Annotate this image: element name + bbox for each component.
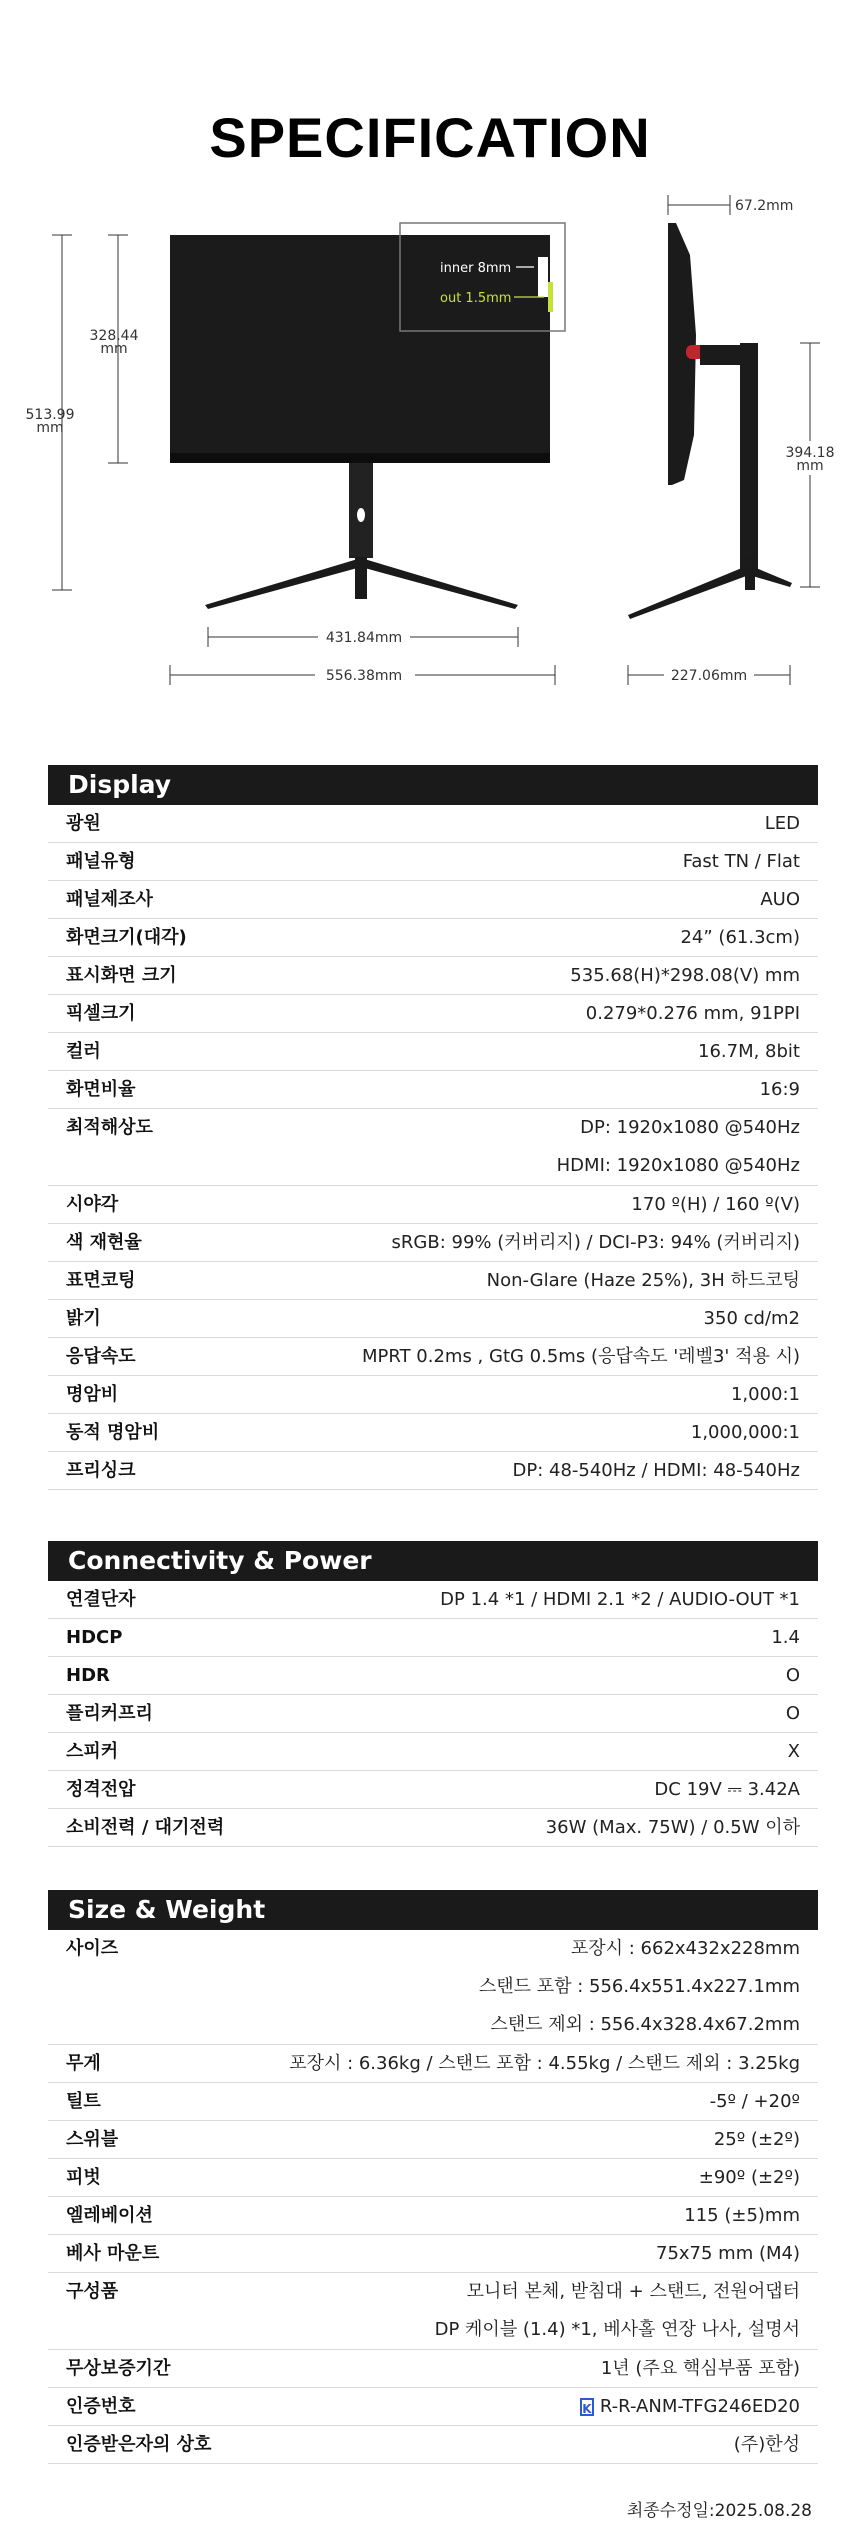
spec-value-line: (주)한성 bbox=[733, 2433, 800, 2455]
spec-value-line: 36W (Max. 75W) / 0.5W 이하 bbox=[545, 1816, 800, 1838]
spec-value bbox=[680, 919, 818, 957]
spec-value bbox=[786, 1695, 818, 1733]
spec-row bbox=[48, 1186, 818, 1224]
spec-value bbox=[487, 1262, 818, 1300]
spec-label: 사이즈 bbox=[66, 1938, 119, 1959]
size-weight-spec-table bbox=[48, 1930, 818, 2464]
spec-row bbox=[48, 1452, 818, 1490]
spec-value-text: R-R-ANM-TFG246ED20 bbox=[599, 2395, 800, 2417]
section-header-connectivity: Connectivity & Power bbox=[48, 1541, 818, 1581]
spec-label: 응답속도 bbox=[66, 1345, 136, 1367]
spec-value-line: LED bbox=[764, 812, 800, 834]
spec-label: 스피커 bbox=[66, 1740, 119, 1762]
spec-value-line: 포장시 : 662x432x228mm bbox=[570, 1938, 800, 1959]
outer-bezel-bar bbox=[548, 282, 553, 312]
spec-label: 구성품 bbox=[66, 2281, 119, 2302]
spec-row bbox=[48, 1300, 818, 1338]
display-spec-table bbox=[48, 805, 818, 1490]
spec-value-line: 350 cd/m2 bbox=[703, 1307, 800, 1329]
spec-label: 패널제조사 bbox=[66, 888, 153, 910]
spec-label: 틸트 bbox=[66, 2090, 101, 2112]
spec-value bbox=[392, 1224, 818, 1262]
spec-label: 프리싱크 bbox=[66, 1459, 136, 1481]
spec-label: 플리커프리 bbox=[66, 1702, 153, 1724]
spec-label: 표시화면 크기 bbox=[66, 964, 177, 986]
spec-value-line: 스탠드 제외 : 556.4x328.4x67.2mm bbox=[490, 2014, 800, 2035]
spec-value-line: 535.68(H)*298.08(V) mm bbox=[570, 964, 800, 986]
spec-value-line: 1년 (주요 핵심부품 포함) bbox=[600, 2357, 800, 2379]
spec-value-line: 포장시 : 6.36kg / 스탠드 포함 : 4.55kg / 스탠드 제외 : 3.25kg bbox=[289, 2052, 800, 2074]
spec-label: 동적 명암비 bbox=[66, 1421, 160, 1443]
spec-value-line: 16:9 bbox=[759, 1078, 800, 1100]
spec-value bbox=[684, 2197, 818, 2235]
spec-value bbox=[580, 2388, 818, 2426]
spec-row bbox=[48, 2350, 818, 2388]
spec-row bbox=[48, 1224, 818, 1262]
spec-value bbox=[570, 957, 818, 995]
spec-label: HDR bbox=[66, 1664, 110, 1686]
spec-value-line: 170 º(H) / 160 º(V) bbox=[631, 1193, 800, 1215]
spec-row bbox=[48, 805, 818, 843]
outer-bezel-label: out 1.5mm bbox=[440, 291, 512, 306]
spec-value-line: DC 19V ⎓ 3.42A bbox=[654, 1778, 800, 1800]
spec-row bbox=[48, 1262, 818, 1300]
spec-value-line: DP: 1920x1080 @540Hz bbox=[580, 1117, 800, 1138]
spec-value bbox=[440, 1581, 818, 1619]
spec-label: 픽셀크기 bbox=[66, 1002, 136, 1024]
spec-row bbox=[48, 995, 818, 1033]
spec-label: 최적해상도 bbox=[66, 1117, 153, 1138]
spec-row bbox=[48, 1033, 818, 1071]
spec-row bbox=[48, 2273, 818, 2350]
spec-value bbox=[691, 1414, 818, 1452]
spec-row bbox=[48, 2388, 818, 2426]
spec-value-line: DP 케이블 (1.4) *1, 베사홀 연장 나사, 설명서 bbox=[434, 2319, 800, 2340]
spec-label: 화면비율 bbox=[66, 1078, 136, 1100]
section-header-size-weight: Size & Weight bbox=[48, 1890, 818, 1930]
spec-value-line: -5º / +20º bbox=[709, 2090, 800, 2112]
spec-label: 표면코팅 bbox=[66, 1269, 136, 1291]
spec-value bbox=[435, 2273, 818, 2349]
spec-label: 엘레베이션 bbox=[66, 2204, 153, 2226]
inner-bezel-label: inner 8mm bbox=[440, 261, 512, 276]
spec-value-line: sRGB: 99% (커버리지) / DCI-P3: 94% (커버리지) bbox=[391, 1231, 800, 1253]
spec-row bbox=[48, 1581, 818, 1619]
dimension-diagram bbox=[0, 195, 860, 695]
spec-value-line: O bbox=[785, 1702, 800, 1724]
spec-value bbox=[760, 1071, 818, 1109]
spec-row bbox=[48, 2235, 818, 2273]
spec-row bbox=[48, 957, 818, 995]
spec-value bbox=[586, 995, 818, 1033]
spec-label: 색 재현율 bbox=[66, 1231, 142, 1253]
spec-value-line: HDMI: 1920x1080 @540Hz bbox=[556, 1155, 800, 1176]
spec-row bbox=[48, 1809, 818, 1847]
spec-row bbox=[48, 1771, 818, 1809]
inner-bezel-bar bbox=[538, 257, 548, 297]
monitor-side-stand-neck bbox=[740, 343, 758, 573]
spec-label: 스위블 bbox=[66, 2128, 119, 2150]
spec-label: 무게 bbox=[66, 2052, 101, 2074]
spec-value bbox=[654, 1771, 818, 1809]
spec-value-line: 16.7M, 8bit bbox=[698, 1040, 800, 1062]
spec-row bbox=[48, 1619, 818, 1657]
spec-label: 광원 bbox=[66, 812, 101, 834]
spec-label: 패널유형 bbox=[66, 850, 136, 872]
spec-value-line: 1,000,000:1 bbox=[690, 1421, 800, 1443]
kc-mark-icon: K bbox=[580, 2398, 594, 2416]
spec-row bbox=[48, 1376, 818, 1414]
spec-value-line: MPRT 0.2ms , GtG 0.5ms (응답속도 '레벨3' 적용 시) bbox=[362, 1345, 800, 1367]
spec-row bbox=[48, 1733, 818, 1771]
connectivity-spec-table bbox=[48, 1581, 818, 1847]
spec-row bbox=[48, 2083, 818, 2121]
spec-row bbox=[48, 1657, 818, 1695]
spec-value bbox=[698, 1033, 818, 1071]
spec-label: 정격전압 bbox=[66, 1778, 136, 1800]
spec-value-line: DP 1.4 *1 / HDMI 2.1 *2 / AUDIO-OUT *1 bbox=[440, 1588, 800, 1610]
spec-value-line: Non-Glare (Haze 25%), 3H 하드코팅 bbox=[486, 1269, 800, 1291]
spec-label: 피벗 bbox=[66, 2166, 101, 2188]
spec-label: 컬러 bbox=[66, 1040, 101, 1062]
spec-label: 밝기 bbox=[66, 1307, 101, 1329]
spec-row bbox=[48, 1414, 818, 1452]
spec-value bbox=[765, 805, 818, 843]
side-height-unit: mm bbox=[796, 458, 824, 474]
spec-value bbox=[699, 2159, 818, 2197]
base-depth-label: 227.06mm bbox=[670, 668, 748, 684]
spec-value bbox=[683, 843, 818, 881]
spec-value bbox=[788, 1733, 818, 1771]
spec-value-line: 1,000:1 bbox=[730, 1383, 800, 1405]
spec-value-line: DP: 48-540Hz / HDMI: 48-540Hz bbox=[512, 1459, 800, 1481]
spec-row bbox=[48, 2197, 818, 2235]
spec-value-line: O bbox=[785, 1664, 800, 1686]
spec-label: 시야각 bbox=[66, 1193, 119, 1215]
spec-value bbox=[760, 881, 818, 919]
spec-label: 인증받은자의 상호 bbox=[66, 2433, 212, 2455]
spec-row bbox=[48, 1930, 818, 2045]
spec-value bbox=[631, 1186, 818, 1224]
spec-row bbox=[48, 1695, 818, 1733]
spec-label: 소비전력 / 대기전력 bbox=[66, 1816, 225, 1838]
spec-value bbox=[601, 2350, 818, 2388]
total-height-value: 513.99 bbox=[25, 407, 75, 423]
total-width-label: 556.38mm bbox=[325, 668, 403, 684]
spec-value bbox=[704, 1300, 818, 1338]
spec-value bbox=[734, 2426, 818, 2464]
spec-label: 화면크기(대각) bbox=[66, 926, 187, 948]
spec-value bbox=[710, 2083, 818, 2121]
spec-label: HDCP bbox=[66, 1626, 123, 1648]
spec-label: 무상보증기간 bbox=[66, 2357, 171, 2379]
spec-row bbox=[48, 1109, 818, 1186]
spec-value bbox=[512, 1452, 818, 1490]
spec-label: 명암비 bbox=[66, 1383, 119, 1405]
side-height-value: 394.18 bbox=[785, 445, 835, 461]
screen-height-unit: mm bbox=[100, 341, 128, 357]
spec-value-line bbox=[580, 2388, 800, 2426]
section-header-display: Display bbox=[48, 765, 818, 805]
spec-value bbox=[656, 2235, 818, 2273]
side-depth-label: 67.2mm bbox=[735, 198, 794, 214]
spec-value-line: ±90º (±2º) bbox=[698, 2166, 800, 2188]
spec-row bbox=[48, 2045, 818, 2083]
spec-row bbox=[48, 2159, 818, 2197]
last-updated-date: 최종수정일:2025.08.28 bbox=[626, 2501, 812, 2521]
spec-value bbox=[771, 1619, 818, 1657]
spec-value bbox=[786, 1657, 818, 1695]
spec-row bbox=[48, 881, 818, 919]
spec-label: 베사 마운트 bbox=[66, 2242, 160, 2264]
spec-row bbox=[48, 919, 818, 957]
spec-row bbox=[48, 843, 818, 881]
screen-width-label: 431.84mm bbox=[325, 630, 403, 646]
page-title: SPECIFICATION bbox=[209, 106, 651, 169]
spec-row bbox=[48, 1071, 818, 1109]
spec-value bbox=[731, 1376, 818, 1414]
spec-value-line: 모니터 본체, 받침대 + 스탠드, 전원어댑터 bbox=[466, 2281, 800, 2302]
spec-value-line: 115 (±5)mm bbox=[684, 2204, 800, 2226]
spec-value-line: 스탠드 포함 : 556.4x551.4x227.1mm bbox=[478, 1976, 800, 1997]
spec-value-line: 24” (61.3cm) bbox=[680, 926, 800, 948]
spec-label: 연결단자 bbox=[66, 1588, 136, 1610]
spec-label: 인증번호 bbox=[66, 2395, 136, 2417]
spec-value-line: Fast TN / Flat bbox=[682, 850, 800, 872]
monitor-side-base bbox=[628, 565, 792, 619]
spec-row bbox=[48, 2426, 818, 2464]
spec-value-line: AUO bbox=[760, 888, 800, 910]
spec-value bbox=[362, 1338, 818, 1376]
spec-value bbox=[479, 1930, 818, 2044]
spec-row bbox=[48, 2121, 818, 2159]
spec-value bbox=[289, 2045, 818, 2083]
monitor-front-chin bbox=[170, 453, 550, 463]
spec-value bbox=[557, 1109, 818, 1185]
total-height-unit: mm bbox=[36, 420, 64, 436]
spec-row bbox=[48, 1338, 818, 1376]
spec-value-line: 1.4 bbox=[771, 1626, 800, 1648]
monitor-front-stand-back-leg bbox=[355, 557, 367, 599]
cable-hole bbox=[357, 508, 365, 522]
spec-value bbox=[714, 2121, 818, 2159]
spec-value bbox=[546, 1809, 818, 1847]
spec-value-line: 25º (±2º) bbox=[713, 2128, 800, 2150]
spec-value-line: X bbox=[787, 1740, 800, 1762]
spec-value-line: 0.279*0.276 mm, 91PPI bbox=[585, 1002, 800, 1024]
screen-height-value: 328.44 bbox=[89, 328, 139, 344]
spec-value-line: 75x75 mm (M4) bbox=[656, 2242, 800, 2264]
